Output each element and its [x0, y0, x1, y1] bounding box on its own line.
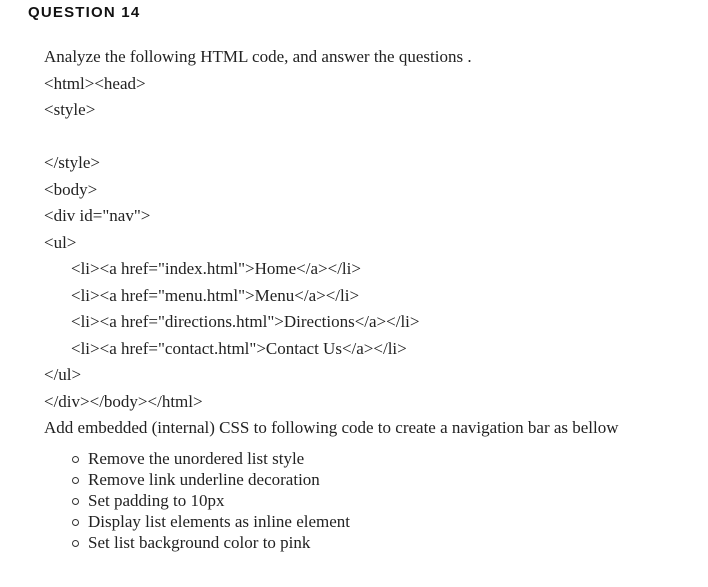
code-line-style-close: </style>: [44, 153, 101, 172]
code-line-item-contact: <li><a href="contact.html">Contact Us</a></li>: [71, 338, 407, 358]
bullet-icon: [72, 519, 79, 526]
code-line-html-head: <html><head>: [44, 73, 146, 93]
bullet-icon: [72, 456, 79, 463]
code-line-item-directions: <li><a href="directions.html">Directions</a></li>: [71, 312, 420, 331]
list-item: [70, 448, 694, 469]
code-line-div-open: <div id="nav">: [44, 206, 151, 225]
code-line-item-menu: <li><a href="menu.html">Menu</a></li>: [71, 285, 360, 305]
question-body: [44, 44, 694, 553]
code-line-item-home: <li><a href="index.html">Home</a></li>: [71, 259, 361, 278]
list-item: [70, 532, 694, 553]
list-item: [70, 469, 694, 490]
bullet-icon: [72, 540, 79, 547]
list-item: [70, 511, 694, 532]
code-line-ul-close: </ul>: [44, 365, 82, 384]
task-text: Set list background color to pink: [88, 532, 311, 552]
bullet-icon: [72, 477, 79, 484]
code-line-ul-open: <ul>: [44, 232, 77, 252]
code-line-closing: </div></body></html>: [44, 391, 203, 411]
instruction-text: Add embedded (internal) CSS to following code to create a navigation bar as bellow: [44, 418, 619, 437]
list-item: [70, 490, 694, 511]
intro-text: Analyze the following HTML code, and answer the questions .: [44, 47, 472, 66]
task-text: Display list elements as inline element: [88, 511, 351, 531]
task-text: Remove the unordered list style: [88, 448, 305, 468]
code-line-style-open: <style>: [44, 100, 96, 119]
bullet-icon: [72, 498, 79, 505]
task-text: Set padding to 10px: [88, 490, 225, 510]
code-line-blank: [44, 124, 694, 151]
code-line-body-open: <body>: [44, 179, 98, 199]
task-list: [44, 448, 694, 553]
task-text: Remove link underline decoration: [88, 469, 320, 489]
question-title: QUESTION 14: [28, 4, 141, 21]
